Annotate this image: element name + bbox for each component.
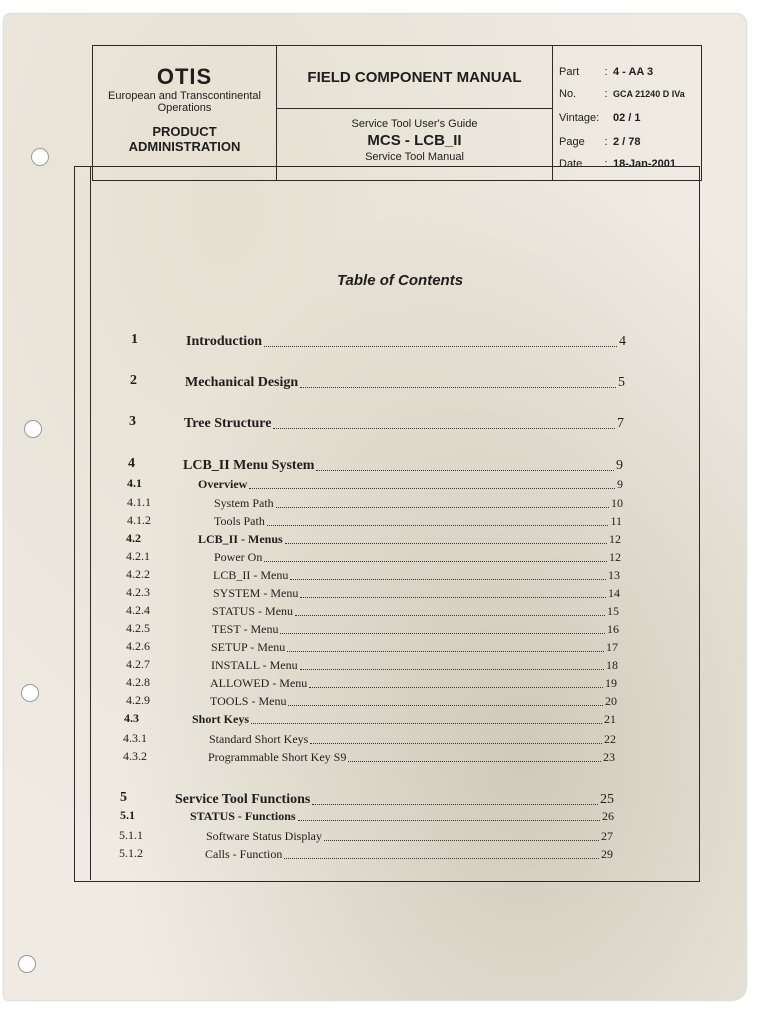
toc-label: Overview: [198, 477, 248, 491]
toc-leader-dots: [264, 346, 617, 347]
toc-leader-dots: [290, 579, 606, 580]
punch-hole-top: [31, 148, 49, 166]
toc-number: 4.2.5: [126, 621, 150, 635]
meta-number: No. : GCA 21240 D IVa: [559, 88, 685, 100]
toc-label: SYSTEM - Menu: [213, 586, 299, 600]
toc-entry[interactable]: [126, 531, 621, 547]
toc-leader-dots: [316, 470, 614, 471]
document-header: [92, 45, 702, 181]
toc-leader-dots: [298, 820, 600, 821]
toc-leader-dots: [287, 651, 604, 652]
toc-leader-dots: [310, 743, 602, 744]
toc-entry[interactable]: [127, 513, 622, 529]
dept-line-2: ADMINISTRATION: [128, 139, 241, 154]
toc-page-number: 9: [616, 458, 623, 473]
toc-label: Standard Short Keys: [209, 732, 309, 746]
toc-leader-dots: [324, 840, 599, 841]
toc-title: Table of Contents: [336, 272, 464, 289]
toc-page-number: 21: [604, 712, 616, 726]
toc-page-number: 26: [602, 809, 614, 823]
toc-number: 4.1.2: [127, 513, 151, 527]
toc-number: 4.2.2: [126, 567, 150, 581]
toc-leader-dots: [288, 705, 603, 706]
toc-number: 4.1: [127, 476, 142, 490]
toc-leader-dots: [264, 561, 607, 562]
toc-entry[interactable]: [123, 749, 615, 765]
toc-page-number: 14: [608, 586, 620, 600]
toc-number: 2: [130, 373, 137, 388]
toc-entry[interactable]: [119, 828, 613, 844]
toc-page-number: 12: [609, 532, 621, 546]
toc-page-number: 4: [619, 334, 626, 349]
toc-label: Programmable Short Key S9: [208, 750, 347, 764]
toc-number: 4.3.1: [123, 731, 147, 745]
toc-label: Short Keys: [192, 712, 249, 726]
toc-page-number: 22: [604, 732, 616, 746]
toc-number: 4: [128, 456, 135, 471]
toc-number: 4.2: [126, 531, 141, 545]
toc-leader-dots: [300, 669, 604, 670]
dept-line-1: PRODUCT: [152, 124, 217, 139]
toc-entry[interactable]: [120, 808, 614, 824]
toc-number: 4.1.1: [127, 495, 151, 509]
toc-entry[interactable]: [126, 621, 619, 637]
toc-entry[interactable]: [123, 731, 616, 747]
header-title-cell: [277, 46, 553, 180]
guide-line: Service Tool User's Guide: [351, 118, 478, 130]
toc-label: LCB_II - Menus: [198, 532, 283, 546]
toc-entry[interactable]: [129, 414, 624, 432]
toc-entry[interactable]: [126, 675, 617, 691]
toc-entry[interactable]: [126, 603, 619, 619]
toc-page-number: 19: [605, 676, 617, 690]
toc-entry[interactable]: [127, 476, 623, 492]
toc-leader-dots: [300, 597, 606, 598]
toc-page-number: 15: [607, 604, 619, 618]
toc-number: 5.1.1: [119, 828, 143, 842]
toc-number: 4.2.3: [126, 585, 150, 599]
toc-page-number: 13: [608, 568, 620, 582]
toc-number: 4.2.6: [126, 639, 150, 653]
toc-label: Power On: [214, 550, 263, 564]
toc-leader-dots: [348, 761, 601, 762]
model-title: MCS - LCB_II: [367, 132, 462, 149]
header-meta-cell: [553, 46, 701, 180]
meta-part: Part : 4 - AA 3: [559, 66, 654, 78]
toc-entry[interactable]: [128, 456, 623, 474]
toc-page-number: 23: [603, 750, 615, 764]
toc-number: 4.2.4: [126, 603, 150, 617]
toc-leader-dots: [309, 687, 603, 688]
frame-margin-rule: [90, 166, 91, 880]
toc-entry[interactable]: [126, 585, 620, 601]
toc-entry[interactable]: [131, 332, 626, 350]
toc-page-number: 5: [618, 375, 625, 390]
toc-leader-dots: [285, 543, 607, 544]
toc-label: System Path: [214, 496, 274, 510]
toc-entry[interactable]: [126, 639, 618, 655]
toc-page-number: 12: [609, 550, 621, 564]
toc-entry[interactable]: [130, 373, 625, 391]
toc-label: Mechanical Design: [185, 375, 299, 390]
toc-leader-dots: [273, 428, 615, 429]
toc-page-number: 17: [606, 640, 618, 654]
toc-entry[interactable]: [124, 711, 616, 727]
toc-label: LCB_II Menu System: [183, 458, 315, 473]
toc-number: 5: [120, 790, 127, 805]
toc-entry[interactable]: [126, 549, 621, 565]
toc-entry[interactable]: [119, 846, 613, 862]
otis-logo: OTIS: [156, 64, 213, 89]
manual-title: FIELD COMPONENT MANUAL: [277, 46, 552, 109]
toc-label: Calls - Function: [205, 847, 283, 861]
toc-entry[interactable]: [126, 657, 618, 673]
toc-number: 4.3: [124, 711, 139, 725]
toc-leader-dots: [249, 488, 615, 489]
toc-page-number: 18: [606, 658, 618, 672]
toc-entry[interactable]: [126, 567, 620, 583]
toc-label: LCB_II - Menu: [213, 568, 289, 582]
toc-page-number: 16: [607, 622, 619, 636]
manual-subtitle: Service Tool Manual: [365, 151, 464, 163]
meta-date: Date : 18-Jan-2001: [559, 158, 676, 170]
toc-number: 5.1.2: [119, 846, 143, 860]
toc-label: Introduction: [186, 334, 262, 349]
toc-number: 1: [131, 332, 138, 347]
toc-entry[interactable]: [120, 790, 614, 808]
toc-label: ALLOWED - Menu: [210, 676, 308, 690]
toc-label: SETUP - Menu: [211, 640, 286, 654]
toc-label: Service Tool Functions: [175, 792, 311, 807]
toc-label: STATUS - Menu: [212, 604, 294, 618]
toc-leader-dots: [300, 387, 616, 388]
toc-page-number: 9: [617, 477, 623, 491]
toc-page-number: 10: [611, 496, 623, 510]
toc-leader-dots: [295, 615, 605, 616]
toc-leader-dots: [251, 723, 602, 724]
toc-label: TOOLS - Menu: [210, 694, 287, 708]
toc-leader-dots: [312, 804, 598, 805]
toc-number: 4.2.1: [126, 549, 150, 563]
org-line-2: Operations: [157, 102, 212, 114]
toc-label: TEST - Menu: [212, 622, 279, 636]
toc-number: 3: [129, 414, 136, 429]
meta-vintage: Vintage: 02 / 1: [559, 112, 641, 124]
punch-hole-middle: [24, 420, 42, 438]
toc-leader-dots: [267, 525, 609, 526]
toc-number: 4.2.9: [126, 693, 150, 707]
toc-leader-dots: [284, 858, 599, 859]
toc-leader-dots: [276, 507, 609, 508]
toc-page-number: 29: [601, 847, 613, 861]
toc-number: 4.2.8: [126, 675, 150, 689]
toc-page-number: 27: [601, 829, 613, 843]
toc-label: Tools Path: [214, 514, 265, 528]
meta-page: Page : 2 / 78: [559, 136, 641, 148]
punch-hole-bottom: [18, 955, 36, 973]
toc-label: Tree Structure: [184, 416, 272, 431]
toc-label: STATUS - Functions: [190, 809, 296, 823]
toc-label: INSTALL - Menu: [211, 658, 298, 672]
toc-entry[interactable]: [126, 693, 617, 709]
toc-entry[interactable]: [127, 495, 623, 511]
toc-leader-dots: [280, 633, 605, 634]
toc-page-number: 20: [605, 694, 617, 708]
toc-number: 5.1: [120, 808, 135, 822]
punch-hole-lower: [21, 684, 39, 702]
toc-page-number: 7: [617, 416, 624, 431]
header-brand-cell: [93, 46, 277, 180]
toc-number: 4.3.2: [123, 749, 147, 763]
toc-number: 4.2.7: [126, 657, 150, 671]
toc-page-number: 11: [610, 514, 622, 528]
toc-page-number: 25: [600, 792, 614, 807]
toc-label: Software Status Display: [206, 829, 322, 843]
org-line-1: European and Transcontinental: [108, 90, 261, 102]
